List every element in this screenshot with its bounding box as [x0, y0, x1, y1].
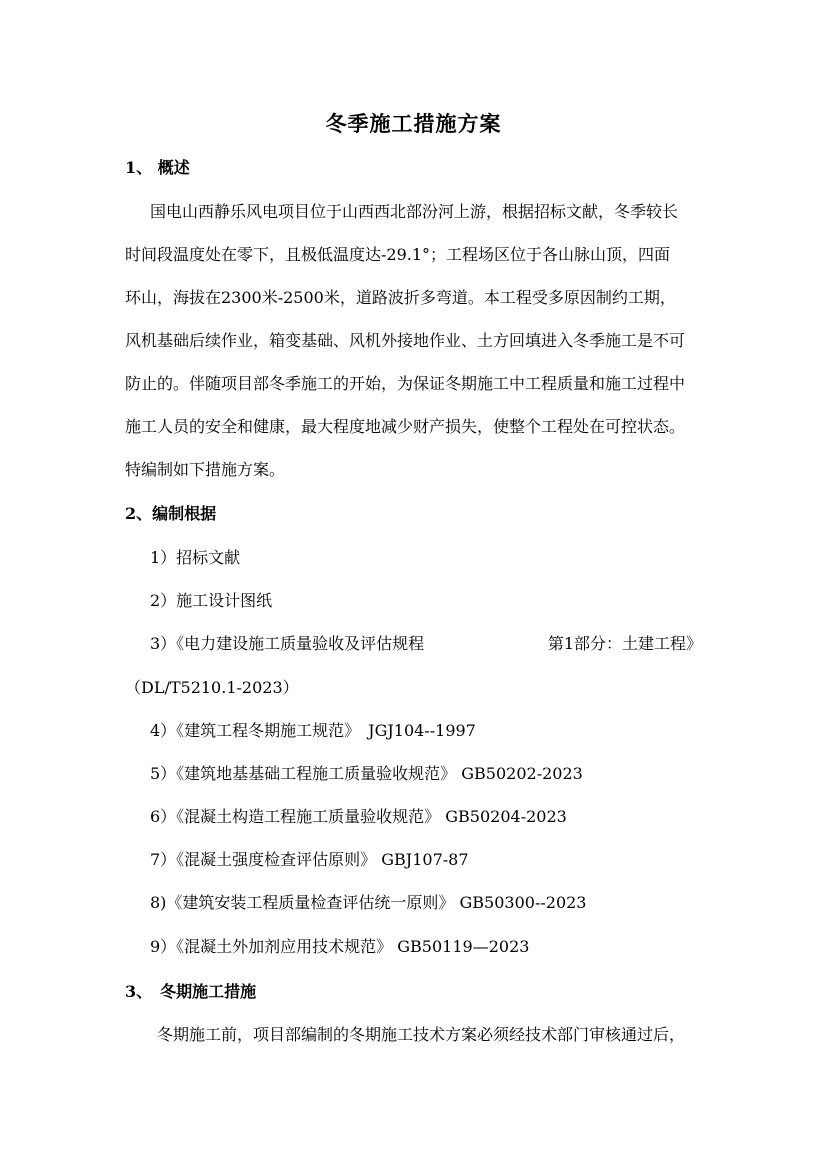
- section-1-line-5: 防止的。伴随项目部冬季施工的开始，为保证冬期施工中工程质量和施工过程中: [125, 374, 686, 393]
- section-3-heading: 3、 冬期施工措施: [125, 982, 257, 1001]
- reference-item-8: 8)《建筑安装工程质量检查评估统一原则》 GB50300--2023: [150, 893, 587, 912]
- reference-item-3-title: 3）《电力建设施工质量验收及评估规程: [150, 634, 425, 653]
- section-2-heading: 2、编制根据: [125, 504, 217, 523]
- reference-item-3: [150, 631, 702, 654]
- section-1-heading: 1、 概述: [125, 158, 190, 177]
- section-1-line-4: 风机基础后续作业，箱变基础、风机外接地作业、土方回填进入冬季施工是不可: [125, 331, 686, 350]
- reference-item-1: 1）招标文献: [150, 548, 241, 567]
- section-3-line-1: 冬期施工前，项目部编制的冬期施工技术方案必须经技术部门审核通过后，: [157, 1025, 686, 1044]
- reference-item-7: 7）《混凝土强度检查评估原则》 GBJ107-87: [150, 850, 469, 869]
- reference-item-3-code: （DL/T5210.1-2023）: [125, 678, 299, 697]
- reference-item-6: 6）《混凝土构造工程施工质量验收规范》 GB50204-2023: [150, 807, 567, 826]
- section-1-line-3: 环山，海拔在2300米-2500米，道路波折多弯道。本工程受多原因制约工期，: [125, 288, 676, 307]
- section-1-line-1: 国电山西静乐风电项目位于山西西北部汾河上游，根据招标文献，冬季较长: [150, 202, 679, 221]
- section-1-line-7: 特编制如下措施方案。: [125, 460, 286, 479]
- reference-item-4: 4）《建筑工程冬期施工规范》 JGJ104--1997: [150, 721, 476, 740]
- reference-item-2: 2）施工设计图纸: [150, 591, 273, 610]
- reference-item-5: 5）《建筑地基基础工程施工质量验收规范》 GB50202-2023: [150, 764, 583, 783]
- reference-item-9: 9）《混凝土外加剂应用技术规范》 GB50119—2023: [150, 937, 530, 956]
- reference-item-3-part: 第1部分：土建工程》: [547, 634, 702, 653]
- section-1-line-6: 施工人员的安全和健康，最大程度地减少财产损失，使整个工程处在可控状态。: [125, 417, 686, 436]
- section-1-line-2: 时间段温度处在零下，且极低温度达-29.1°；工程场区位于各山脉山顶，四面: [125, 245, 671, 264]
- document-title: 冬季施工措施方案: [325, 111, 502, 136]
